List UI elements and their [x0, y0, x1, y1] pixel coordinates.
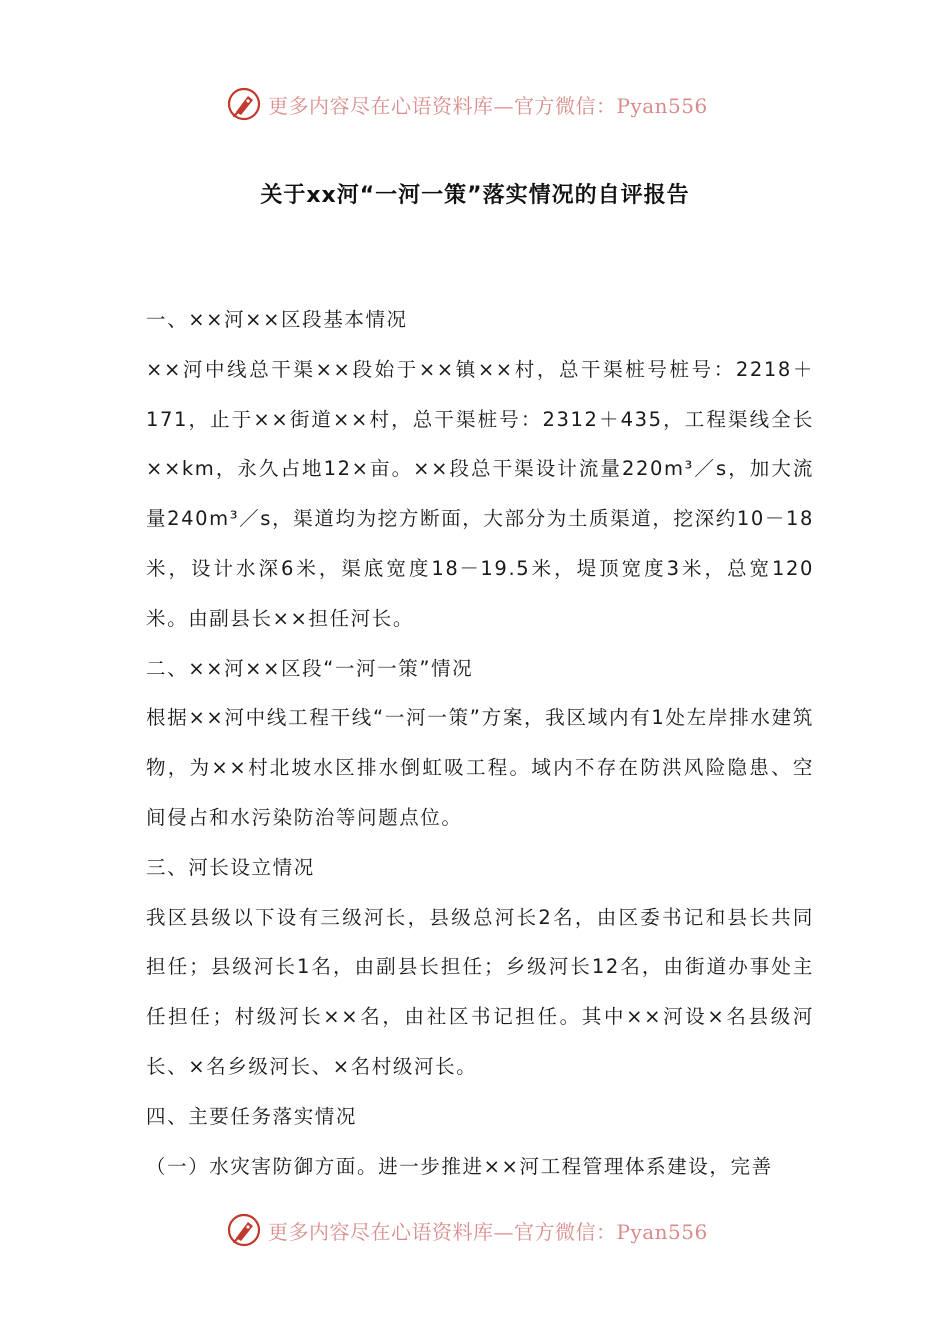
body-paragraph-4: （一）水灾害防御方面。进一步推进××河工程管理体系建设，完善 [146, 1154, 773, 1178]
body-paragraph-2: 根据××河中线工程干线“一河一策”方案，我区域内有1处左岸排水建筑物，为××村北坡水区排水倒虹吸工程。域内不存在防洪风险隐患、空间侵占和水污染防治等问题点位。 [146, 706, 814, 829]
header-banner-text: 更多内容尽在心语资料库—官方微信：Pyan556 [268, 93, 708, 118]
document-title: 关于xx河“一河一策”落实情况的自评报告 [260, 183, 690, 208]
pen-nib-logo-icon [226, 86, 262, 122]
section-heading-1: 一、××河××区段基本情况 [146, 308, 408, 331]
header-banner [226, 84, 746, 124]
body-paragraph-3: 我区县级以下设有三级河长，县级总河长2名，由区委书记和县长共同担任；县级河长1名，由副县长担任；乡级河长12名，由街道办事处主任担任；村级河长××名，由社区书记担任。其中××河设×名县级河长、×名乡级河长、×名村级河长。 [146, 905, 814, 1078]
section-heading-3: 三、河长设立情况 [146, 855, 315, 879]
section-heading-4: 四、主要任务落实情况 [146, 1104, 358, 1128]
footer-banner [226, 1210, 746, 1250]
body-paragraph-1: ××河中线总干渠××段始于××镇××村，总干渠桩号桩号：2218＋171，止于××街道××村，总干渠桩号：2312＋435，工程渠线全长××km，永久占地12×亩。××段总干渠设计流量220m³／s，加大流量240m³／s，渠道均为挖方断面，大部分为土质渠道，挖深约10－18米，设计水深6米，渠底宽度18－19.5米，堤顶宽度3米，总宽120米。由副县长××担任河长。 [146, 357, 814, 630]
section-heading-2: 二、××河××区段“一河一策”情况 [146, 656, 474, 680]
pen-nib-logo-icon [226, 1212, 262, 1248]
document-body [146, 295, 814, 1191]
footer-banner-text: 更多内容尽在心语资料库—官方微信：Pyan556 [268, 1219, 708, 1244]
